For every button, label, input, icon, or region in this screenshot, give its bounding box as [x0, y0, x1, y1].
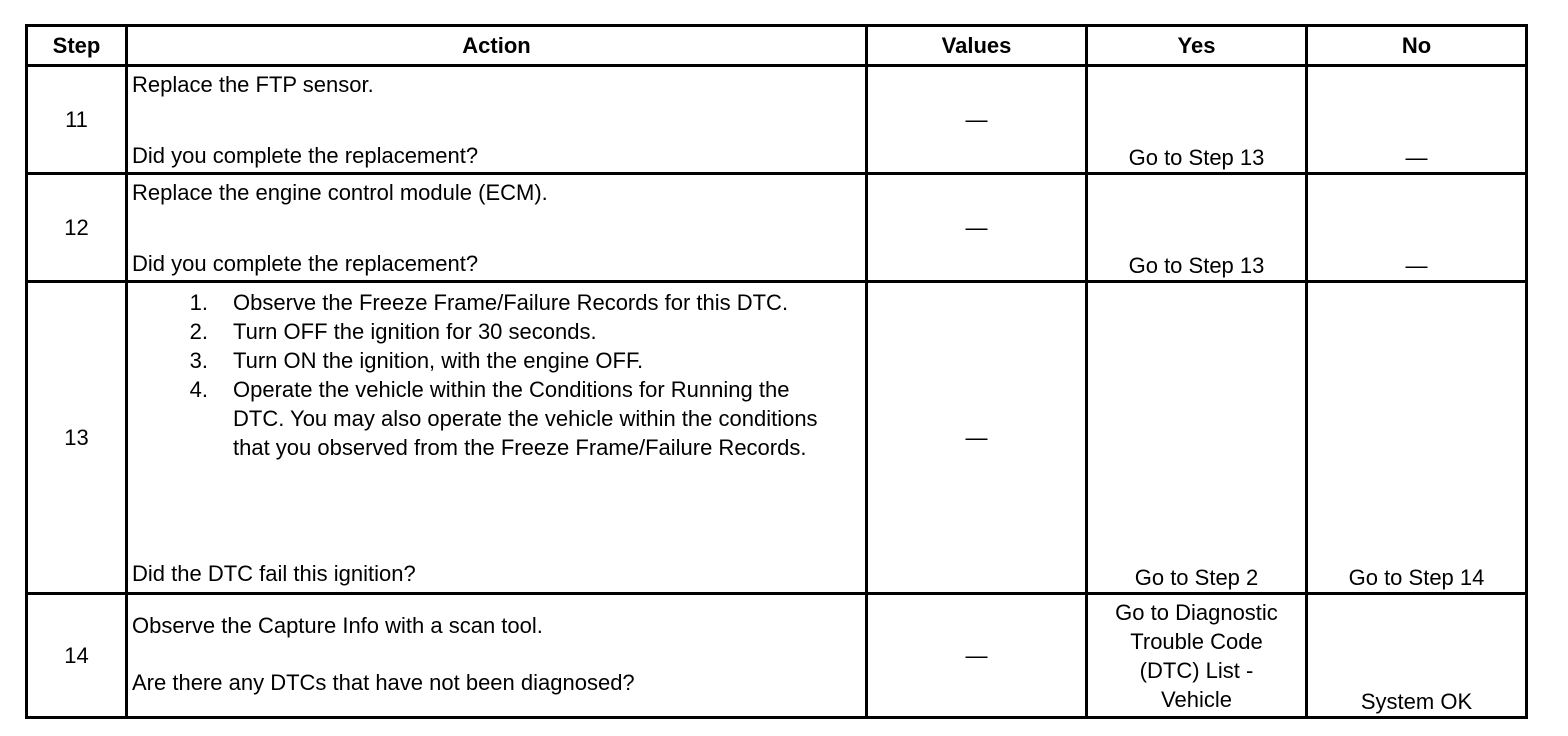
action-question: Did the DTC fail this ignition?: [132, 560, 416, 586]
list-item: 3. Turn ON the ignition, with the engine OFF.: [189, 347, 644, 373]
step-number: 11: [27, 66, 127, 174]
values-cell: —: [867, 66, 1087, 174]
diagnostic-table: [25, 24, 1528, 719]
header-step: Step: [27, 26, 127, 66]
header-action: Action: [127, 26, 867, 66]
action-text: Replace the engine control module (ECM).: [132, 179, 548, 205]
action-cell: [127, 174, 867, 282]
header-values: Values: [867, 26, 1087, 66]
no-cell: —: [1307, 66, 1527, 174]
values-cell: —: [867, 594, 1087, 718]
procedure-list: [132, 288, 861, 462]
action-question: Are there any DTCs that have not been diagnosed?: [132, 669, 635, 695]
step-number: 12: [27, 174, 127, 282]
table-row-step-13: [27, 282, 1527, 594]
header-no: No: [1307, 26, 1527, 66]
no-cell: Go to Step 14: [1307, 282, 1527, 594]
action-question: Did you complete the replacement?: [132, 142, 479, 168]
list-item: 4. Operate the vehicle within the Conditions for Running the DTC. You may also operate the vehicle within the conditions that you observed from the Freeze Frame/Failure Records.: [189, 376, 818, 460]
yes-cell: Go to Step 13: [1087, 66, 1307, 174]
action-question: Did you complete the replacement?: [132, 250, 479, 276]
action-cell: [127, 594, 867, 718]
values-cell: —: [867, 282, 1087, 594]
yes-cell: Go to Step 2: [1087, 282, 1307, 594]
list-item: 2. Turn OFF the ignition for 30 seconds.: [189, 318, 597, 344]
header-yes: Yes: [1087, 26, 1307, 66]
action-cell: [127, 66, 867, 174]
header-row: [27, 26, 1527, 66]
step-number: 14: [27, 594, 127, 718]
no-cell: —: [1307, 174, 1527, 282]
yes-cell: Go to Step 13: [1087, 174, 1307, 282]
action-cell: [127, 282, 867, 594]
action-text: Observe the Capture Info with a scan tool.: [132, 612, 543, 638]
table-row-step-11: [27, 66, 1527, 174]
list-item: 1. Observe the Freeze Frame/Failure Records for this DTC.: [189, 289, 789, 315]
values-cell: —: [867, 174, 1087, 282]
no-cell: System OK: [1307, 594, 1527, 718]
action-text: Replace the FTP sensor.: [132, 71, 374, 97]
table-row-step-12: [27, 174, 1527, 282]
yes-cell: Go to Diagnostic Trouble Code (DTC) List - Vehicle: [1087, 594, 1307, 718]
table-row-step-14: [27, 594, 1527, 718]
step-number: 13: [27, 282, 127, 594]
